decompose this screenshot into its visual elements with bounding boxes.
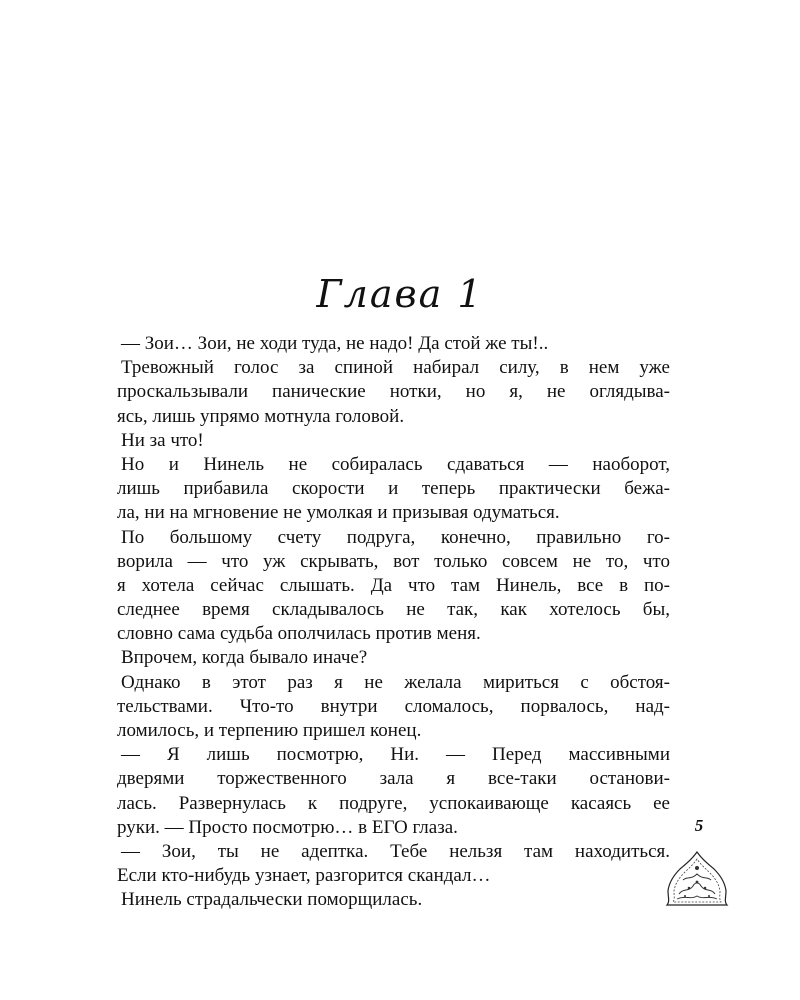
text-line: — Зои… Зои, не ходи туда, не надо! Да стой же ты!.. xyxy=(121,333,549,354)
text-line: ла, ни на мгновение не умолкая и призывая одуматься. xyxy=(117,502,560,524)
body-text xyxy=(117,332,670,913)
text-line: Тревожный голос за спиной набирал силу, в нем уже xyxy=(121,357,670,379)
text-line: Но и Нинель не собиралась сдаваться — наоборот, xyxy=(121,453,670,475)
text-line: руки. — Просто посмотрю… в ЕГО глаза. xyxy=(117,816,458,838)
text-line: — Я лишь посмотрю, Ни. — Перед массивными xyxy=(121,744,670,766)
text-line: Однако в этот раз я не желала мириться с обстоя- xyxy=(121,671,670,693)
text-line: я хотела сейчас слышать. Да что там Нинель, все в по- xyxy=(117,574,670,596)
text-line: Если кто-нибудь узнает, разгорится скандал… xyxy=(117,865,491,887)
text-line: ломилось, и терпению пришел конец. xyxy=(117,720,422,741)
text-line: Ни за что! xyxy=(121,429,204,451)
text-line: Впрочем, когда бывало иначе? xyxy=(121,647,368,669)
text-line: словно сама судьба ополчилась против меня. xyxy=(117,623,481,645)
text-line: Нинель страдальчески поморщилась. xyxy=(121,889,423,911)
text-line: проскальзывали панические нотки, но я, не оглядыва- xyxy=(117,381,670,403)
text-line: По большому счету подруга, конечно, правильно го- xyxy=(121,526,670,548)
text-line: тельствами. Что-то внутри сломалось, порвалось, над- xyxy=(117,695,670,717)
text-line: лишь прибавила скорости и теперь практически бежа- xyxy=(117,478,670,500)
ornament-icon xyxy=(665,850,729,908)
text-line: дверями торжественного зала я все-таки останови- xyxy=(117,768,670,790)
text-line: ворила — что уж скрывать, вот только совсем не то, что xyxy=(117,550,670,572)
chapter-title: Глава 1 xyxy=(316,272,484,316)
text-line: ясь, лишь упрямо мотнула головой. xyxy=(117,405,405,427)
text-line: лась. Развернулась к подруге, успокаивающе касаясь ее xyxy=(117,792,670,814)
text-line: следнее время складывалось не так, как хотелось бы, xyxy=(117,599,670,621)
page-number: 5 xyxy=(694,816,704,835)
text-line: — Зои, ты не адептка. Тебе нельзя там находиться. xyxy=(121,840,670,862)
